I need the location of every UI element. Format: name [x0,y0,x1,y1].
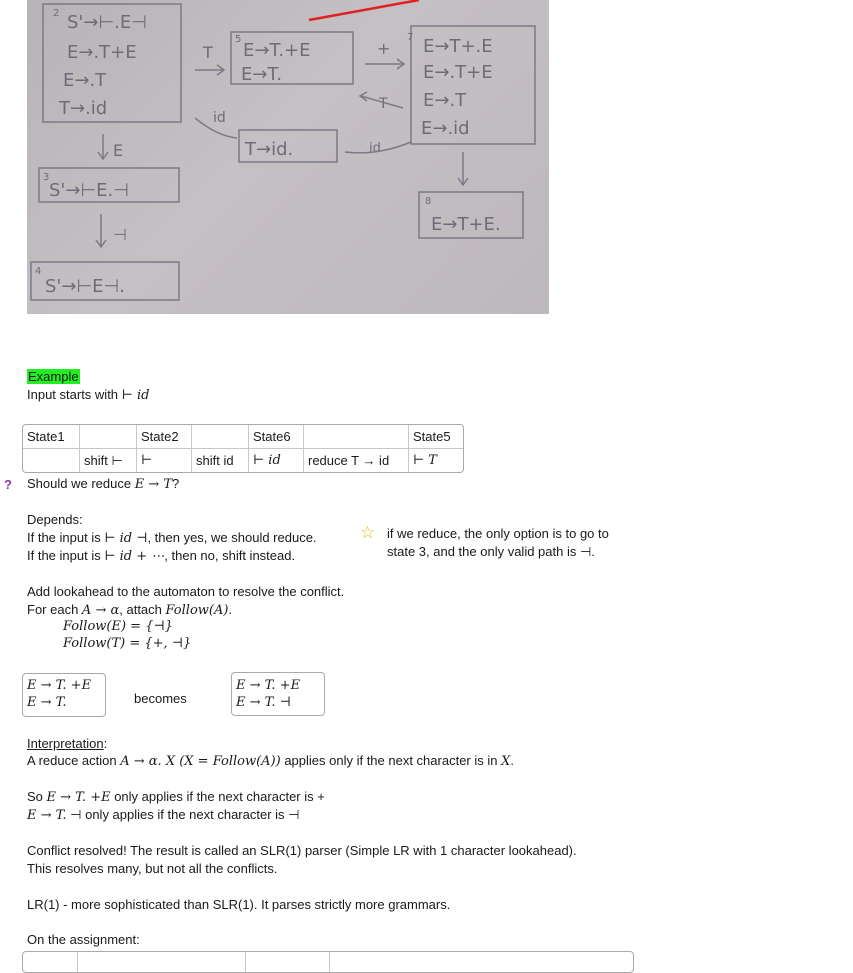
edge-label-id-right: id [369,141,381,156]
follow-e: Follow(E) = {⊣} [63,619,173,634]
table-cell [23,449,80,472]
so-line1: So E → T. +E only applies if the next character is + [27,789,325,805]
state2-num: 2 [53,8,60,19]
edge-label-end: ⊣ [113,225,127,244]
before-box [22,673,106,717]
example-intro: Input starts with ⊢ id [27,387,150,403]
lookahead-line1: Add lookahead to the automaton to resolve the conflict. [27,584,345,599]
table-cell: State2 [137,425,192,449]
states-table-header-row [23,425,463,449]
table-cell: ⊢ id [249,449,304,472]
lr1-note: LR(1) - more sophisticated than SLR(1). It parses strictly more grammars. [27,897,451,912]
note-line2: state 3, and the only valid path is ⊣. [387,544,595,559]
so-line2: E → T. ⊣ only applies if the next character is ⊣ [27,807,300,823]
before-line2: E → T. [27,695,67,710]
before-line1: E → T. +E [27,678,92,693]
follow-t: Follow(T) = {+, ⊣} [63,636,192,651]
assignment-table [22,951,634,973]
state7-line2: E→.T+E [423,62,493,83]
note-line1: if we reduce, the only option is to go to [387,526,609,541]
table-cell: shift ⊢ [80,449,137,472]
state4-line1: S'→⊢E⊣. [45,276,125,297]
state3-line1: S'→⊢E.⊣ [49,180,129,201]
star-icon: ☆ [360,523,376,542]
state5-line2: E→T. [241,64,283,85]
states-table [22,424,464,473]
edge-label-plus: + [377,39,391,58]
table-cell: State1 [23,425,80,449]
conclusion-line1: Conflict resolved! The result is called an SLR(1) parser (Simple LR with 1 character lookahead). [27,843,577,858]
depends-title: Depends: [27,512,83,527]
state6-line1: T→id. [245,139,294,160]
assignment-label: On the assignment: [27,932,140,947]
table-cell: ⊢ T [413,453,437,468]
states-table-row [23,449,463,472]
question-icon: ? [4,477,12,492]
question-text: Should we reduce E → T? [27,476,180,492]
conclusion-line2: This resolves many, but not all the conflicts. [27,861,278,876]
state8-line1: E→T+E. [431,214,501,235]
table-cell: shift id [192,449,249,472]
edge-label-T: T [203,43,213,62]
table-cell [80,425,137,449]
becomes-label: becomes [134,691,187,706]
edge-label-T-right: T [379,96,388,112]
interpretation-text: A reduce action A → α. X (X = Follow(A)) applies only if the next character is in X. [27,753,514,769]
state7-line3: E→.T [423,90,467,111]
state2-line1: S'→⊢.E⊣ [67,12,147,33]
table-cell [192,425,249,449]
after-box [231,672,325,716]
automaton-photo [27,0,549,314]
after-line2: E → T. ⊣ [236,695,291,710]
lookahead-line2: For each A → α, attach Follow(A). [27,602,233,618]
state8-num: 8 [425,196,432,207]
state2-line3: E→.T [63,70,107,91]
state5-line1: E→T.+E [243,40,311,61]
state7-line4: E→.id [421,118,470,139]
interpretation-title: Interpretation: [27,736,108,751]
table-cell: reduce T → id [304,449,409,472]
state2-line4: T→.id [59,98,108,119]
state5-num: 5 [235,34,242,45]
table-cell [304,425,409,449]
automaton-drawing [27,0,549,314]
example-label: Example [28,369,79,384]
table-cell: ⊢ [137,449,192,472]
edge-label-E: E [113,141,124,160]
state7-line1: E→T+.E [423,36,493,57]
state7-num: 7 [407,32,414,43]
table-cell: State6 [249,425,304,449]
after-line1: E → T. +E [236,678,301,693]
table-cell: State5 [409,425,463,449]
state2-line2: E→.T+E [67,42,137,63]
depends-line2: If the input is ⊢ id + ⋯, then no, shift instead. [27,548,296,564]
edge-label-id-left: id [213,110,226,126]
state3-num: 3 [43,172,50,183]
depends-line1: If the input is ⊢ id ⊣, then yes, we should reduce. [27,530,317,546]
state4-num: 4 [35,266,42,277]
